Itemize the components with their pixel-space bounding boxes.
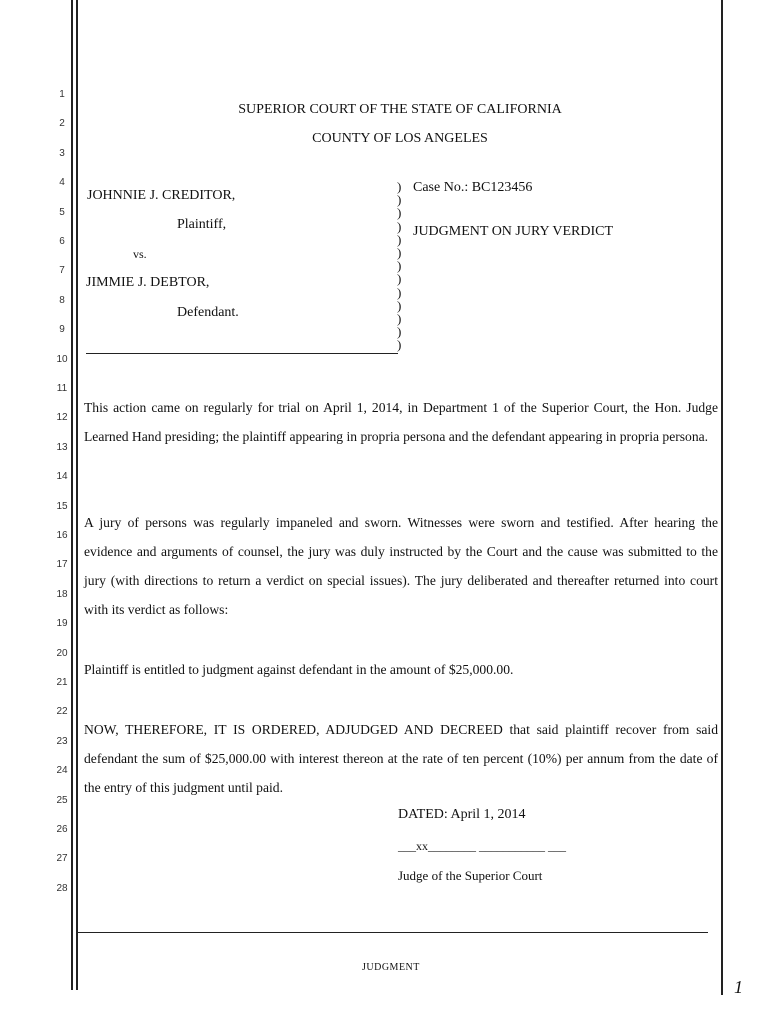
left-margin-rule-inner xyxy=(76,0,78,990)
line-number: 26 xyxy=(56,824,68,835)
line-number: 18 xyxy=(56,588,68,600)
line-number: 19 xyxy=(56,618,68,630)
line-number: 10 xyxy=(56,353,68,365)
line-number: 7 xyxy=(59,265,65,277)
court-county: COUNTY OF LOS ANGELES xyxy=(312,131,488,146)
line-number: 23 xyxy=(56,735,68,747)
line-number: 17 xyxy=(56,559,68,571)
line-number: 22 xyxy=(56,706,68,718)
footer-rule xyxy=(78,932,708,933)
line-number: 20 xyxy=(56,647,68,659)
signature-line: ___xx________ ___________ ___ xyxy=(398,839,566,853)
line-number: 27 xyxy=(56,853,68,865)
line-number: 5 xyxy=(59,206,65,218)
line-number: 12 xyxy=(56,412,68,424)
paragraph-trial: This action came on regularly for trial on April 1, 2014, in Department 1 of the Superior Court, the Hon. Judge Learned Hand presiding; the plaintiff appearing in propria persona and the defendant appearing in propria persona. xyxy=(84,400,718,444)
line-number: 24 xyxy=(56,765,68,777)
caption-bottom-line xyxy=(86,353,398,354)
paragraph-verdict: Plaintiff is entitled to judgment against defendant in the amount of $25,000.00. xyxy=(84,662,514,677)
line-number: 9 xyxy=(59,324,65,336)
line-number: 6 xyxy=(59,236,65,247)
left-margin-rule-outer xyxy=(71,0,73,990)
judge-title: Judge of the Superior Court xyxy=(398,868,543,883)
line-number: 16 xyxy=(56,530,68,541)
line-number: 25 xyxy=(56,794,68,806)
document-title: JUDGMENT ON JURY VERDICT xyxy=(413,224,614,239)
case-number: Case No.: BC123456 xyxy=(413,180,533,195)
dated-line: DATED: April 1, 2014 xyxy=(398,807,526,822)
line-number: 15 xyxy=(56,500,68,512)
line-number: 21 xyxy=(56,677,68,688)
defendant-name: JIMMIE J. DEBTOR, xyxy=(86,275,210,290)
line-number: 3 xyxy=(59,147,65,159)
line-number: 2 xyxy=(59,118,65,130)
plaintiff-name: JOHNNIE J. CREDITOR, xyxy=(87,188,236,203)
line-number: 28 xyxy=(56,882,68,894)
paragraph-jury: A jury of persons was regularly impaneled and sworn. Witnesses were sworn and testified. After hearing the evidence and arguments of counsel, the jury was duly instructed by the Court and the cause was submitted to the jury (with directions to return a verdict on special issues). The jury deliberated and thereafter returned into court with its verdict as follows: xyxy=(84,515,718,617)
court-name: SUPERIOR COURT OF THE STATE OF CALIFORNIA xyxy=(238,102,562,117)
caption-parentheses: ) ) ) ) ) ) ) ) ) ) ) ) ) xyxy=(397,179,402,353)
line-number: 14 xyxy=(56,471,68,483)
line-number: 8 xyxy=(59,294,65,306)
defendant-role: Defendant. xyxy=(177,305,239,320)
right-margin-rule xyxy=(721,0,723,995)
line-number: 4 xyxy=(59,177,65,189)
versus-text: vs. xyxy=(133,247,147,261)
footer-label: JUDGMENT xyxy=(362,962,420,973)
line-number: 13 xyxy=(56,441,68,453)
line-number: 1 xyxy=(59,89,65,100)
line-number: 11 xyxy=(56,383,68,394)
page-number: 1 xyxy=(734,977,743,997)
paragraph-order: NOW, THEREFORE, IT IS ORDERED, ADJUDGED AND DECREED that said plaintiff recover from said defendant the sum of $25,000.00 with interest thereon at the rate of ten percent (10%) per annum from the date of the entry of this judgment until paid. xyxy=(84,722,718,795)
plaintiff-role: Plaintiff, xyxy=(177,217,227,232)
